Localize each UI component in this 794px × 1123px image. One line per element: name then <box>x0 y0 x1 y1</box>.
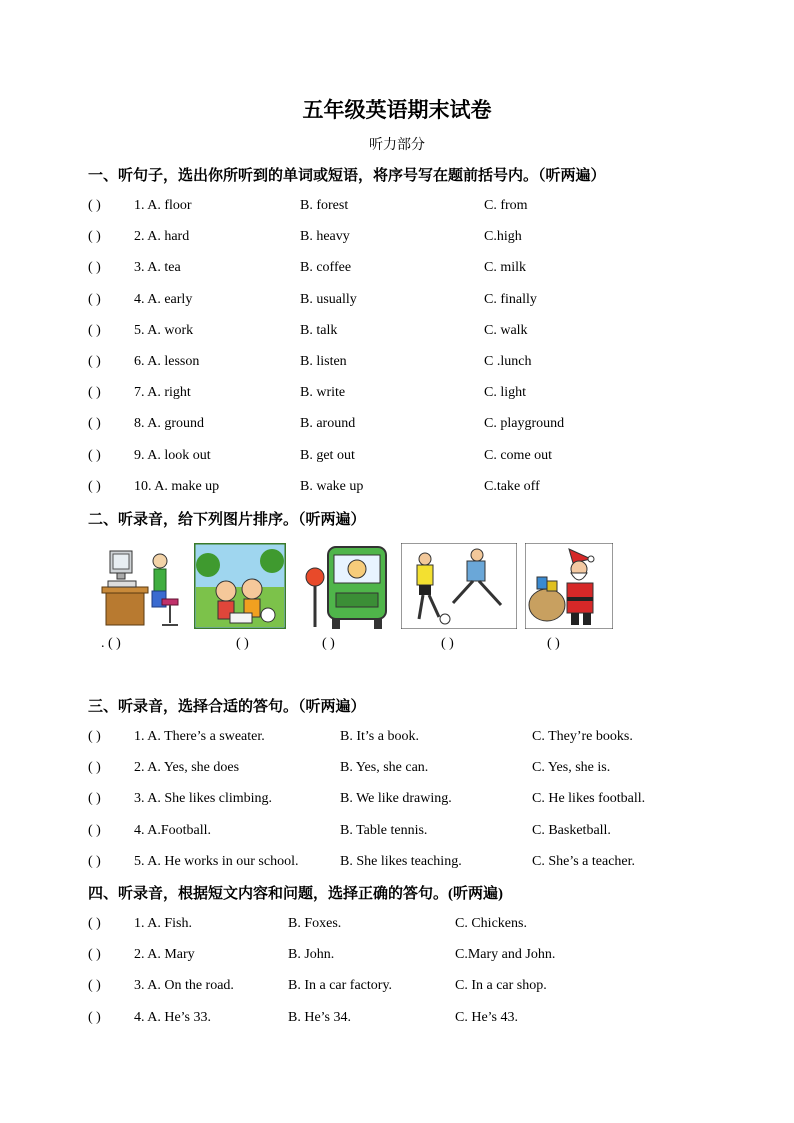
section-2-heading: 二、听录音，给下列图片排序。（听两遍） <box>88 512 366 528</box>
option-c: C. Chickens. <box>455 916 527 931</box>
option-b: B. wake up <box>300 478 364 494</box>
option-b: B. forest <box>300 198 349 213</box>
option-c: C. light <box>484 385 527 401</box>
option-b: B. She likes teaching. <box>340 853 462 869</box>
option-c: C. They’re books. <box>532 729 633 744</box>
option-a: 5. A. work <box>134 322 194 338</box>
option-b: B. In a car factory. <box>288 978 393 994</box>
option-b: B. It’s a book. <box>340 729 419 744</box>
question-row <box>0 976 794 996</box>
option-c: C. She’s a teacher. <box>532 853 636 869</box>
answer-bracket[interactable]: ( ) <box>88 729 101 744</box>
option-c: C. He’s 43. <box>455 1009 518 1025</box>
answer-bracket[interactable]: ( ) <box>88 822 101 838</box>
question-row <box>0 446 794 466</box>
option-b: B. get out <box>300 447 355 463</box>
option-a: 2. A. Mary <box>134 947 195 963</box>
answer-bracket[interactable]: ( ) <box>88 916 101 931</box>
question-row <box>0 383 794 403</box>
option-a: 8. A. ground <box>134 416 204 432</box>
option-c: C. playground <box>484 416 565 432</box>
question-row <box>0 414 794 434</box>
answer-bracket[interactable]: ( ) <box>88 478 101 494</box>
page-subtitle: 听力部分 <box>369 138 425 153</box>
answer-bracket[interactable]: ( ) <box>88 260 101 276</box>
question-row <box>0 758 794 778</box>
answer-bracket[interactable]: ( ) <box>88 760 101 776</box>
option-c: C. finally <box>484 291 537 307</box>
picture-1-blank: . ( ) <box>101 636 121 651</box>
question-row <box>0 789 794 809</box>
option-b: B. around <box>300 416 356 432</box>
picture-4-blank: ( ) <box>441 636 454 651</box>
computer-user-picture <box>100 543 182 629</box>
option-a: 2. A. Yes, she does <box>134 760 240 776</box>
option-b: B. heavy <box>300 229 350 245</box>
option-c: C. milk <box>484 260 527 276</box>
option-b: B. John. <box>288 947 335 963</box>
option-a: 10. A. make up <box>134 478 220 494</box>
picture-2-blank: ( ) <box>236 636 249 651</box>
option-a: 1. A. There’s a sweater. <box>134 729 265 744</box>
bus-driver-picture <box>302 543 390 629</box>
option-a: 3. A. On the road. <box>134 978 234 994</box>
question-row <box>0 914 794 934</box>
picture-3-blank: ( ) <box>322 636 335 651</box>
picnic-children-picture <box>194 543 286 629</box>
option-a: 4. A.Football. <box>134 822 212 838</box>
answer-bracket[interactable]: ( ) <box>88 198 101 213</box>
option-a: 2. A. hard <box>134 229 190 245</box>
option-b: B. usually <box>300 291 357 307</box>
answer-bracket[interactable]: ( ) <box>88 291 101 307</box>
question-row <box>0 477 794 497</box>
option-b: B. Table tennis. <box>340 822 428 838</box>
question-row <box>0 727 794 747</box>
option-b: B. talk <box>300 322 338 338</box>
option-a: 3. A. She likes climbing. <box>134 791 273 807</box>
option-c: C. from <box>484 198 528 213</box>
option-c: C. Yes, she is. <box>532 760 611 776</box>
answer-bracket[interactable]: ( ) <box>88 229 101 245</box>
question-row <box>0 227 794 247</box>
option-a: 4. A. He’s 33. <box>134 1009 211 1025</box>
option-c: C.high <box>484 229 522 245</box>
question-row <box>0 321 794 341</box>
section-1-heading: 一、听句子，选出你所听到的单词或短语，将序号写在题前括号内。（听两遍） <box>88 168 606 184</box>
answer-bracket[interactable]: ( ) <box>88 1009 101 1025</box>
santa-claus-picture <box>525 543 613 629</box>
question-row <box>0 290 794 310</box>
option-a: 6. A. lesson <box>134 354 200 369</box>
option-b: B. Yes, she can. <box>340 760 429 776</box>
option-c: C. In a car shop. <box>455 978 547 994</box>
picture-5-blank: ( ) <box>547 636 560 651</box>
question-row <box>0 1008 794 1028</box>
option-c: C. walk <box>484 322 528 338</box>
option-c: C.take off <box>484 478 540 494</box>
option-b: B. He’s 34. <box>288 1009 351 1025</box>
option-b: B. write <box>300 385 346 401</box>
option-a: 9. A. look out <box>134 447 211 463</box>
answer-bracket[interactable]: ( ) <box>88 947 101 963</box>
answer-bracket[interactable]: ( ) <box>88 791 101 807</box>
question-row <box>0 852 794 872</box>
question-row <box>0 258 794 278</box>
page-title: 五年级英语期末试卷 <box>302 98 492 122</box>
option-c: C.Mary and John. <box>455 947 556 963</box>
option-c: C .lunch <box>484 354 532 369</box>
answer-bracket[interactable]: ( ) <box>88 447 101 463</box>
answer-bracket[interactable]: ( ) <box>88 416 101 432</box>
question-row <box>0 352 794 372</box>
option-a: 5. A. He works in our school. <box>134 853 299 869</box>
option-b: B. We like drawing. <box>340 791 452 807</box>
football-players-picture <box>401 543 517 629</box>
option-b: B. listen <box>300 354 347 369</box>
option-c: C. He likes football. <box>532 791 646 807</box>
option-c: C. come out <box>484 447 553 463</box>
option-a: 1. A. floor <box>134 198 192 213</box>
answer-bracket[interactable]: ( ) <box>88 385 101 401</box>
option-a: 1. A. Fish. <box>134 916 192 931</box>
answer-bracket[interactable]: ( ) <box>88 853 101 869</box>
question-row <box>0 945 794 965</box>
section-4-heading: 四、听录音，根据短文内容和问题，选择正确的答句。(听两遍) <box>88 886 503 902</box>
option-c: C. Basketball. <box>532 822 611 838</box>
answer-bracket[interactable]: ( ) <box>88 322 101 338</box>
answer-bracket[interactable]: ( ) <box>88 978 101 994</box>
option-b: B. Foxes. <box>288 916 342 931</box>
section-3-heading: 三、听录音，选择合适的答句。（听两遍） <box>88 699 366 715</box>
option-a: 7. A. right <box>134 385 191 401</box>
question-row <box>0 196 794 216</box>
option-b: B. coffee <box>300 260 352 276</box>
option-a: 4. A. early <box>134 291 193 307</box>
option-a: 3. A. tea <box>134 260 181 276</box>
question-row <box>0 821 794 841</box>
answer-bracket[interactable]: ( ) <box>88 354 101 369</box>
